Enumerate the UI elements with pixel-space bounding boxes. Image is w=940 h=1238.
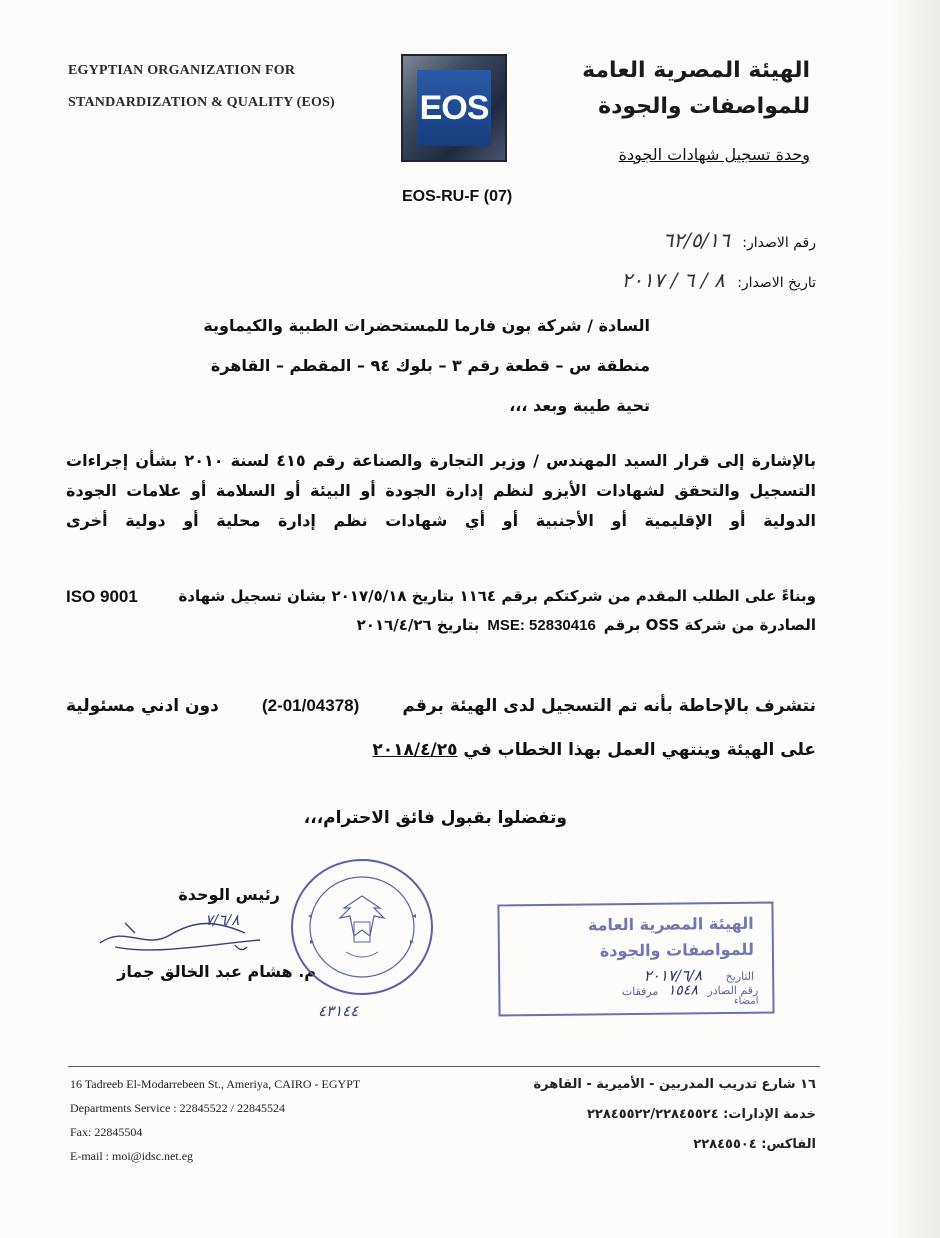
issue-number-value: ٦٢/٥/١٦ [662, 228, 730, 252]
footer-fax-en: Fax: 22845504 [70, 1125, 143, 1139]
footer-address-en: 16 Tadreeb El-Modarrebeen St., Ameriya, CAIRO - EGYPT [70, 1077, 361, 1091]
footer-departments-ar: خدمة الإدارات: ٢٢٨٤٥٥٢٢/٢٢٨٤٥٥٢٤ [586, 1107, 816, 1122]
seal-number: ٤٣١٤٤ [318, 1002, 359, 1020]
org-name-ar-line2: للمواصفات والجودة [598, 94, 810, 119]
paragraph-3-line-1-a: نتشرف بالإحاطة بأنه تم التسجيل لدى الهيئة برقم [402, 696, 816, 716]
expiry-date: ٢٠١٨/٤/٢٥ [372, 740, 458, 760]
signature-title: رئيس الوحدة [178, 885, 280, 904]
body-paragraph-1: بالإشارة إلى قرار السيد المهندس / وزير التجارة والصناعة رقم ٤١٥ لسنة ٢٠١٠ بشأن إجراءات التسجيل والتحقق لشهادات الأيزو لنظم إدارة الجودة أو البيئة أو السلامة أو علامات الجودة الدولية أو الإقليمية أو الأجنبية أو أي شهادات نظم إدارة محلية أو دولية أخرى [66, 451, 816, 530]
unit-name-ar: وحدة تسجيل شهادات الجودة [618, 145, 810, 164]
footer-divider [68, 1066, 820, 1067]
footer-fax-ar: الفاكس: ٢٢٨٤٥٥٠٤ [693, 1137, 816, 1152]
paragraph-2-line-1-ar: وبناءً على الطلب المقدم من شركتكم برقم ١١٦٤ بتاريخ ٢٠١٧/٥/١٨ بشان تسجيل شهادة [178, 587, 816, 605]
stamp-attachments-label: مرفقات [621, 984, 659, 999]
iso-standard: ISO 9001 [66, 587, 138, 606]
incoming-stamp [497, 902, 774, 1017]
stamp-date-value: ٢٠١٧/٦/٨ [643, 966, 703, 985]
registration-number: (2-01/04378) [261, 696, 360, 715]
form-code: EOS-RU-F (07) [402, 188, 513, 205]
scan-margin-shade [890, 0, 940, 1238]
eos-logo [401, 54, 507, 162]
org-name-ar-line1: الهيئة المصرية العامة [582, 58, 810, 83]
stamp-line-1: الهيئة المصرية العامة [587, 913, 754, 935]
issue-date [621, 268, 816, 292]
addressee-location: منطقة س – قطعة رقم ٣ – بلوك ٩٤ – المقطم – القاهرة [210, 356, 650, 375]
org-name-en-line1: EGYPTIAN ORGANIZATION FOR [68, 63, 296, 78]
stamp-date-label: التاريخ [725, 969, 755, 984]
paragraph-3-line-1 [66, 684, 816, 728]
stamp-line-2: للمواصفات والجودة [599, 939, 755, 961]
stamp-issue-value: ١٥٤٨ [667, 982, 699, 999]
footer-address-ar: ١٦ شارع تدريب المدربين - الأميرية - القاهرة [533, 1077, 816, 1092]
paragraph-2-line-1 [66, 582, 816, 611]
issue-number-label: رقم الاصدار: [742, 235, 816, 251]
footer-email-en: E-mail : moi@idsc.net.eg [70, 1149, 194, 1163]
stamp-issue-label: رقم الصادر [707, 983, 759, 998]
issue-date-label: تاريخ الاصدار: [737, 275, 816, 291]
issue-date-value: ٨ / ٦ / ٢٠١٧ [621, 268, 725, 292]
official-round-seal [288, 856, 436, 998]
addressee: السادة / شركة بون فارما للمستحضرات الطبية والكيماوية [203, 316, 650, 335]
paragraph-2-line-2-c: بتاريخ ٢٠١٦/٤/٢٦ [356, 616, 480, 634]
footer-departments-en: Departments Service : 22845522 / 22845524 [70, 1101, 285, 1115]
certificate-number: MSE: 52830416 [487, 617, 596, 634]
org-name-en-line2: STANDARDIZATION & QUALITY (EOS) [68, 95, 335, 110]
issue-number [663, 228, 816, 252]
signature-handwritten-date: ٧/٦/٨ [205, 911, 240, 929]
paragraph-3-line-2-a: على الهيئة وينتهي العمل بهذا الخطاب في [463, 740, 816, 760]
paragraph-3-line-2 [66, 728, 816, 772]
handwritten-signature [95, 905, 270, 960]
paragraph-3-line-1-c: دون ادني مسئولية [66, 696, 219, 716]
body-paragraph-2 [66, 582, 816, 640]
greeting: تحية طيبة وبعد ،،، [509, 396, 650, 415]
closing-salutation: وتفضلوا بقبول فائق الاحترام،،، [303, 808, 567, 828]
body-paragraph-3 [66, 684, 816, 772]
paragraph-2-line-2-a: الصادرة من شركة OSS برقم [603, 616, 816, 634]
eos-logo-text: EOS [417, 70, 491, 146]
paragraph-2-line-2 [66, 611, 816, 640]
signatory-name: م. هشام عبد الخالق جماز [117, 962, 316, 981]
stamp-signature-label: امضاء [733, 995, 759, 1007]
